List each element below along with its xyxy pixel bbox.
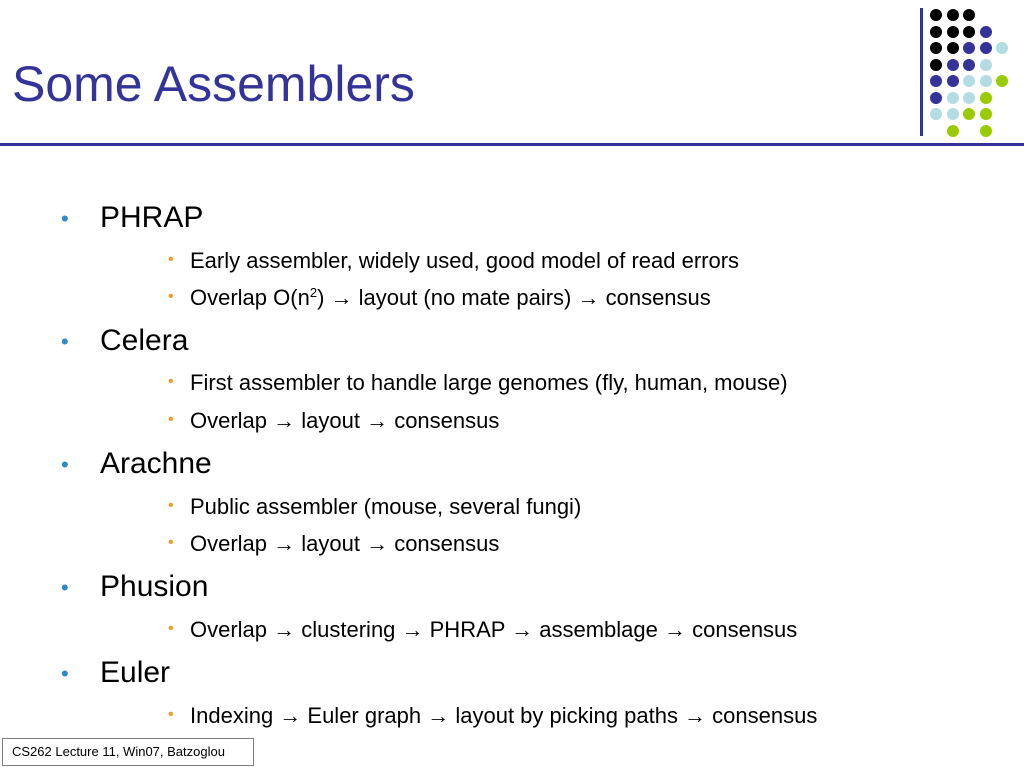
- bullet-icon: •: [61, 452, 69, 477]
- sub-text-part: Overlap O(n: [190, 285, 310, 310]
- item-phusion: Phusion: [100, 570, 209, 603]
- item-celera: Celera: [100, 324, 189, 357]
- bullet-icon: •: [61, 206, 69, 231]
- footer-citation: CS262 Lecture 11, Win07, Batzoglou: [2, 738, 254, 766]
- item-phrap-sub-1: Early assembler, widely used, good model of read errors: [190, 248, 740, 273]
- slide-title: Some Assemblers: [12, 56, 415, 112]
- item-arachne-sub-2: Overlap → layout → consensus: [190, 531, 500, 556]
- sub-bullet-icon: •: [168, 373, 174, 390]
- item-euler-sub-1: Indexing → Euler graph → layout by picking paths → consensus: [190, 703, 818, 728]
- sub-text-part: ) → layout (no mate pairs) → consensus: [317, 285, 711, 310]
- sub-bullet-icon: •: [168, 534, 174, 551]
- sub-bullet-icon: •: [168, 497, 174, 514]
- sub-bullet-icon: •: [168, 288, 174, 305]
- item-celera-sub-1: First assembler to handle large genomes (fly, human, mouse): [190, 370, 788, 395]
- item-arachne-sub-1: Public assembler (mouse, several fungi): [190, 494, 582, 519]
- sub-bullet-icon: •: [168, 620, 174, 637]
- bullet-icon: •: [61, 661, 69, 686]
- item-celera-sub-2: Overlap → layout → consensus: [190, 408, 500, 433]
- item-phusion-sub-1: Overlap → clustering → PHRAP → assemblage → consensus: [190, 617, 798, 642]
- item-phrap-sub-2: [190, 285, 711, 311]
- item-phrap: PHRAP: [100, 201, 204, 234]
- bullet-icon: •: [61, 575, 69, 600]
- sub-bullet-icon: •: [168, 411, 174, 428]
- item-arachne: Arachne: [100, 447, 212, 480]
- item-euler: Euler: [100, 656, 171, 689]
- sub-bullet-icon: •: [168, 706, 174, 723]
- sub-bullet-icon: •: [168, 251, 174, 268]
- bullet-icon: •: [61, 329, 69, 354]
- superscript: 2: [309, 285, 318, 300]
